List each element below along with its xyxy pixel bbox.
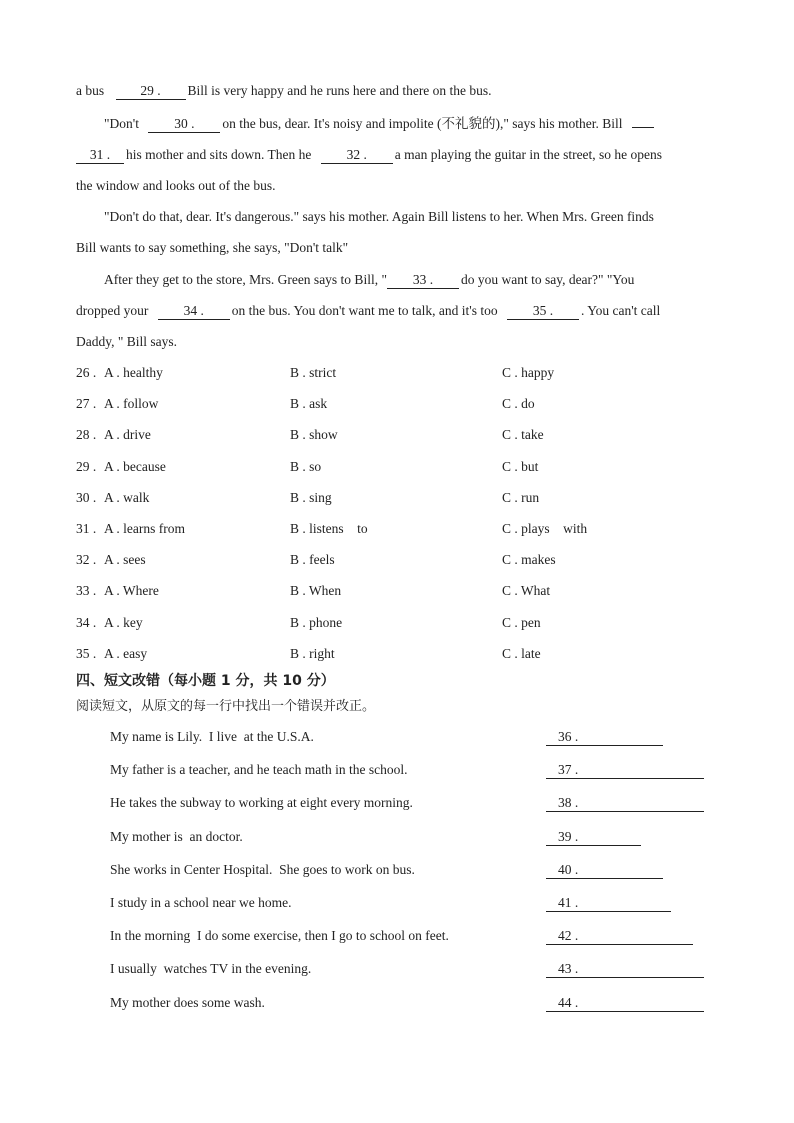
option-b[interactable]: B . listens to — [290, 521, 368, 536]
passage-text: on the bus. You don't want me to talk, and it's too — [231, 303, 498, 318]
blank-31-start — [632, 127, 654, 128]
option-c[interactable]: C . run — [502, 490, 540, 505]
blank-35[interactable]: 35 . — [507, 303, 579, 320]
passage-line-4: the window and looks out of the bus. — [76, 178, 276, 193]
passage-line-1 — [76, 82, 492, 100]
answer-blank[interactable]: 37 . — [546, 762, 704, 779]
blank-30[interactable]: 30 . — [148, 116, 220, 133]
passage-line-5: "Don't do that, dear. It's dangerous." says his mother. Again Bill listens to her. When Mrs. Green finds — [104, 209, 654, 224]
answer-blank[interactable]: 39 . — [546, 829, 641, 846]
passage-text: "Don't — [104, 116, 139, 131]
question-number: 31 . — [76, 521, 97, 536]
passage-text: do you want to say, dear?" "You — [460, 272, 635, 287]
option-b[interactable]: B . sing — [290, 490, 332, 505]
passage-text: on the bus, dear. It's noisy and impolite (不礼貌的)," says his mother. Bill — [222, 116, 623, 131]
option-b[interactable]: B . strict — [290, 365, 337, 380]
option-a[interactable]: A . sees — [104, 552, 146, 567]
question-number: 35 . — [76, 646, 97, 661]
option-a[interactable]: A . easy — [104, 646, 148, 661]
option-a[interactable]: A . Where — [104, 583, 159, 598]
question-number: 34 . — [76, 615, 97, 630]
correction-sentence: I usually watches TV in the evening. — [110, 961, 312, 976]
correction-sentence: My mother is an doctor. — [110, 829, 243, 844]
question-number: 32 . — [76, 552, 97, 567]
passage-line-8 — [76, 302, 660, 320]
answer-blank[interactable]: 44 . — [546, 995, 704, 1012]
option-b[interactable]: B . phone — [290, 615, 343, 630]
option-c[interactable]: C . take — [502, 427, 544, 442]
question-number: 33 . — [76, 583, 97, 598]
question-number: 30 . — [76, 490, 97, 505]
answer-blank[interactable]: 42 . — [546, 928, 693, 945]
question-number: 26 . — [76, 365, 97, 380]
answer-blank[interactable]: 41 . — [546, 895, 671, 912]
option-b[interactable]: B . feels — [290, 552, 335, 567]
option-a[interactable]: A . follow — [104, 396, 159, 411]
option-b[interactable]: B . so — [290, 459, 322, 474]
option-c[interactable]: C . pen — [502, 615, 541, 630]
option-c[interactable]: C . plays with — [502, 521, 588, 536]
answer-blank[interactable]: 40 . — [546, 862, 663, 879]
passage-text: . You can't call — [580, 303, 661, 318]
section-instruction: 阅读短文，从原文的每一行中找出一个错误并改正。 — [76, 699, 376, 714]
correction-sentence: My father is a teacher, and he teach math in the school. — [110, 762, 408, 777]
blank-32[interactable]: 32 . — [321, 147, 393, 164]
passage-line-6: Bill wants to say something, she says, "Don't talk" — [76, 240, 349, 255]
answer-blank[interactable]: 38 . — [546, 795, 704, 812]
question-number: 27 . — [76, 396, 97, 411]
option-b[interactable]: B . When — [290, 583, 342, 598]
passage-text: dropped your — [76, 303, 149, 318]
question-number: 29 . — [76, 459, 97, 474]
passage-text: a man playing the guitar in the street, so he opens — [394, 147, 663, 162]
passage-text: After they get to the store, Mrs. Green says to Bill, " — [104, 272, 387, 287]
passage-line-9: Daddy, " Bill says. — [76, 334, 178, 349]
option-c[interactable]: C . makes — [502, 552, 556, 567]
answer-blank[interactable]: 36 . — [546, 729, 663, 746]
correction-sentence: My name is Lily. I live at the U.S.A. — [110, 729, 314, 744]
passage-text: a bus — [76, 83, 105, 98]
option-b[interactable]: B . right — [290, 646, 335, 661]
option-a[interactable]: A . healthy — [104, 365, 163, 380]
answer-blank[interactable]: 43 . — [546, 961, 704, 978]
option-a[interactable]: A . key — [104, 615, 143, 630]
blank-33[interactable]: 33 . — [387, 272, 459, 289]
passage-line-2 — [104, 115, 656, 133]
option-b[interactable]: B . ask — [290, 396, 328, 411]
passage-text: Bill is very happy and he runs here and there on the bus. — [187, 83, 492, 98]
option-a[interactable]: A . drive — [104, 427, 151, 442]
option-c[interactable]: C . What — [502, 583, 551, 598]
option-c[interactable]: C . but — [502, 459, 539, 474]
passage-line-3 — [76, 146, 662, 164]
question-number: 28 . — [76, 427, 97, 442]
correction-sentence: I study in a school near we home. — [110, 895, 292, 910]
correction-sentence: She works in Center Hospital. She goes to work on bus. — [110, 862, 415, 877]
option-a[interactable]: A . because — [104, 459, 166, 474]
option-a[interactable]: A . learns from — [104, 521, 185, 536]
blank-29[interactable]: 29 . — [116, 83, 186, 100]
option-a[interactable]: A . walk — [104, 490, 150, 505]
option-c[interactable]: C . happy — [502, 365, 555, 380]
passage-line-7 — [104, 271, 634, 289]
blank-34[interactable]: 34 . — [158, 303, 230, 320]
option-b[interactable]: B . show — [290, 427, 338, 442]
option-c[interactable]: C . late — [502, 646, 541, 661]
blank-31[interactable]: 31 . — [76, 147, 124, 164]
correction-sentence: My mother does some wash. — [110, 995, 265, 1010]
correction-sentence: He takes the subway to working at eight every morning. — [110, 795, 413, 810]
passage-text: his mother and sits down. Then he — [126, 147, 312, 162]
correction-sentence: In the morning I do some exercise, then I go to school on feet. — [110, 928, 449, 943]
section-heading: 四、短文改错（每小题 1 分，共 10 分） — [76, 673, 335, 689]
option-c[interactable]: C . do — [502, 396, 535, 411]
